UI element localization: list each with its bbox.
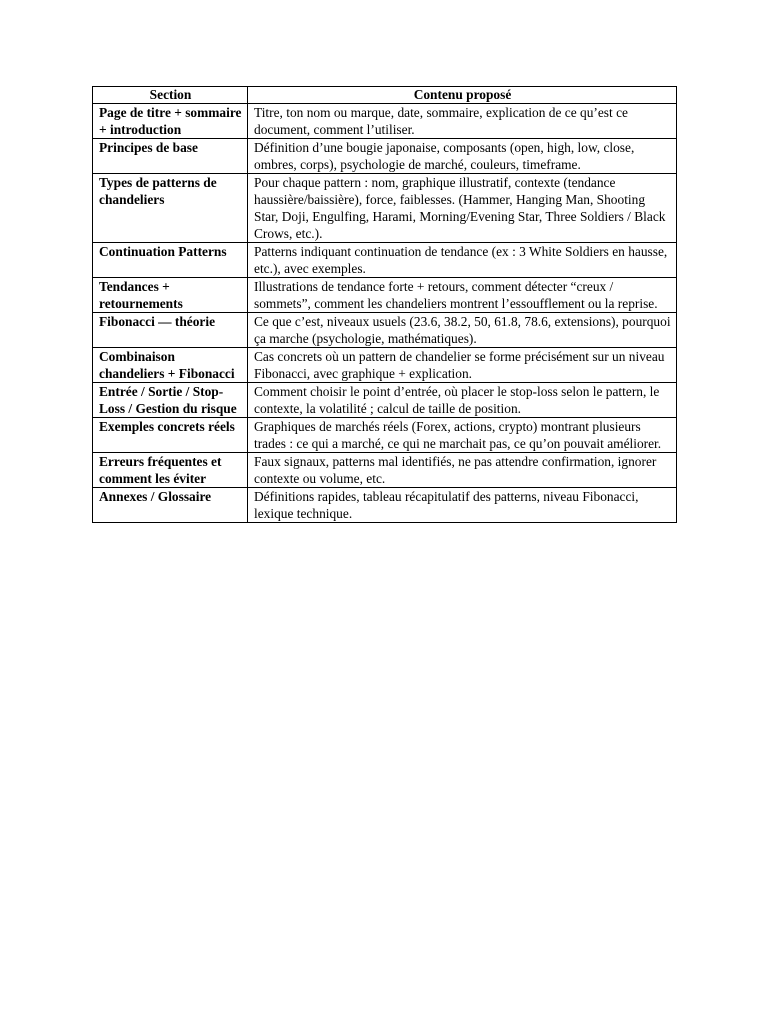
row-content-cell: Cas concrets où un pattern de chandelier se forme précisément sur un niveau Fibonacci, avec graphique + explication. <box>248 348 677 383</box>
table-row <box>93 278 677 313</box>
table-header-row <box>93 87 677 104</box>
row-content-cell: Titre, ton nom ou marque, date, sommaire, explication de ce qu’est ce document, comment l’utiliser. <box>248 104 677 139</box>
row-content-cell: Définitions rapides, tableau récapitulatif des patterns, niveau Fibonacci, lexique technique. <box>248 488 677 523</box>
row-section-cell: Continuation Patterns <box>93 243 248 278</box>
table-row <box>93 488 677 523</box>
table-row <box>93 243 677 278</box>
header-content: Contenu proposé <box>248 87 677 104</box>
row-content-cell: Ce que c’est, niveaux usuels (23.6, 38.2, 50, 61.8, 78.6, extensions), pourquoi ça marche (psychologie, mathématiques). <box>248 313 677 348</box>
row-section-cell: Page de titre + sommaire + introduction <box>93 104 248 139</box>
row-section-cell: Annexes / Glossaire <box>93 488 248 523</box>
row-content-cell: Définition d’une bougie japonaise, composants (open, high, low, close, ombres, corps), psychologie de marché, couleurs, timeframe. <box>248 139 677 174</box>
table-row <box>93 383 677 418</box>
table-row <box>93 104 677 139</box>
table-row <box>93 174 677 243</box>
row-section-cell: Fibonacci — théorie <box>93 313 248 348</box>
row-section-cell: Combinaison chandeliers + Fibonacci <box>93 348 248 383</box>
table-row <box>93 418 677 453</box>
row-section-cell: Entrée / Sortie / Stop-Loss / Gestion du risque <box>93 383 248 418</box>
table-row <box>93 453 677 488</box>
row-content-cell: Faux signaux, patterns mal identifiés, ne pas attendre confirmation, ignorer contexte ou volume, etc. <box>248 453 677 488</box>
table-row <box>93 139 677 174</box>
row-section-cell: Types de patterns de chandeliers <box>93 174 248 243</box>
row-content-cell: Pour chaque pattern : nom, graphique illustratif, contexte (tendance haussière/baissière), force, faiblesses. (Hammer, Hanging Man, Shooting Star, Doji, Engulfing, Harami, Morning/Evening Star, Three Soldiers / Black Crows, etc.). <box>248 174 677 243</box>
row-content-cell: Graphiques de marchés réels (Forex, actions, crypto) montrant plusieurs trades : ce qui a marché, ce qui ne marchait pas, ce qu’on pouvait améliorer. <box>248 418 677 453</box>
row-content-cell: Comment choisir le point d’entrée, où placer le stop-loss selon le pattern, le contexte, la volatilité ; calcul de taille de position. <box>248 383 677 418</box>
row-section-cell: Principes de base <box>93 139 248 174</box>
row-section-cell: Erreurs fréquentes et comment les éviter <box>93 453 248 488</box>
row-content-cell: Patterns indiquant continuation de tendance (ex : 3 White Soldiers en hausse, etc.), avec exemples. <box>248 243 677 278</box>
table-row <box>93 313 677 348</box>
table-row <box>93 348 677 383</box>
row-content-cell: Illustrations de tendance forte + retours, comment détecter “creux / sommets”, comment les chandeliers montrent l’essoufflement ou la reprise. <box>248 278 677 313</box>
content-plan-table <box>92 86 677 523</box>
row-section-cell: Exemples concrets réels <box>93 418 248 453</box>
row-section-cell: Tendances + retournements <box>93 278 248 313</box>
header-section: Section <box>93 87 248 104</box>
